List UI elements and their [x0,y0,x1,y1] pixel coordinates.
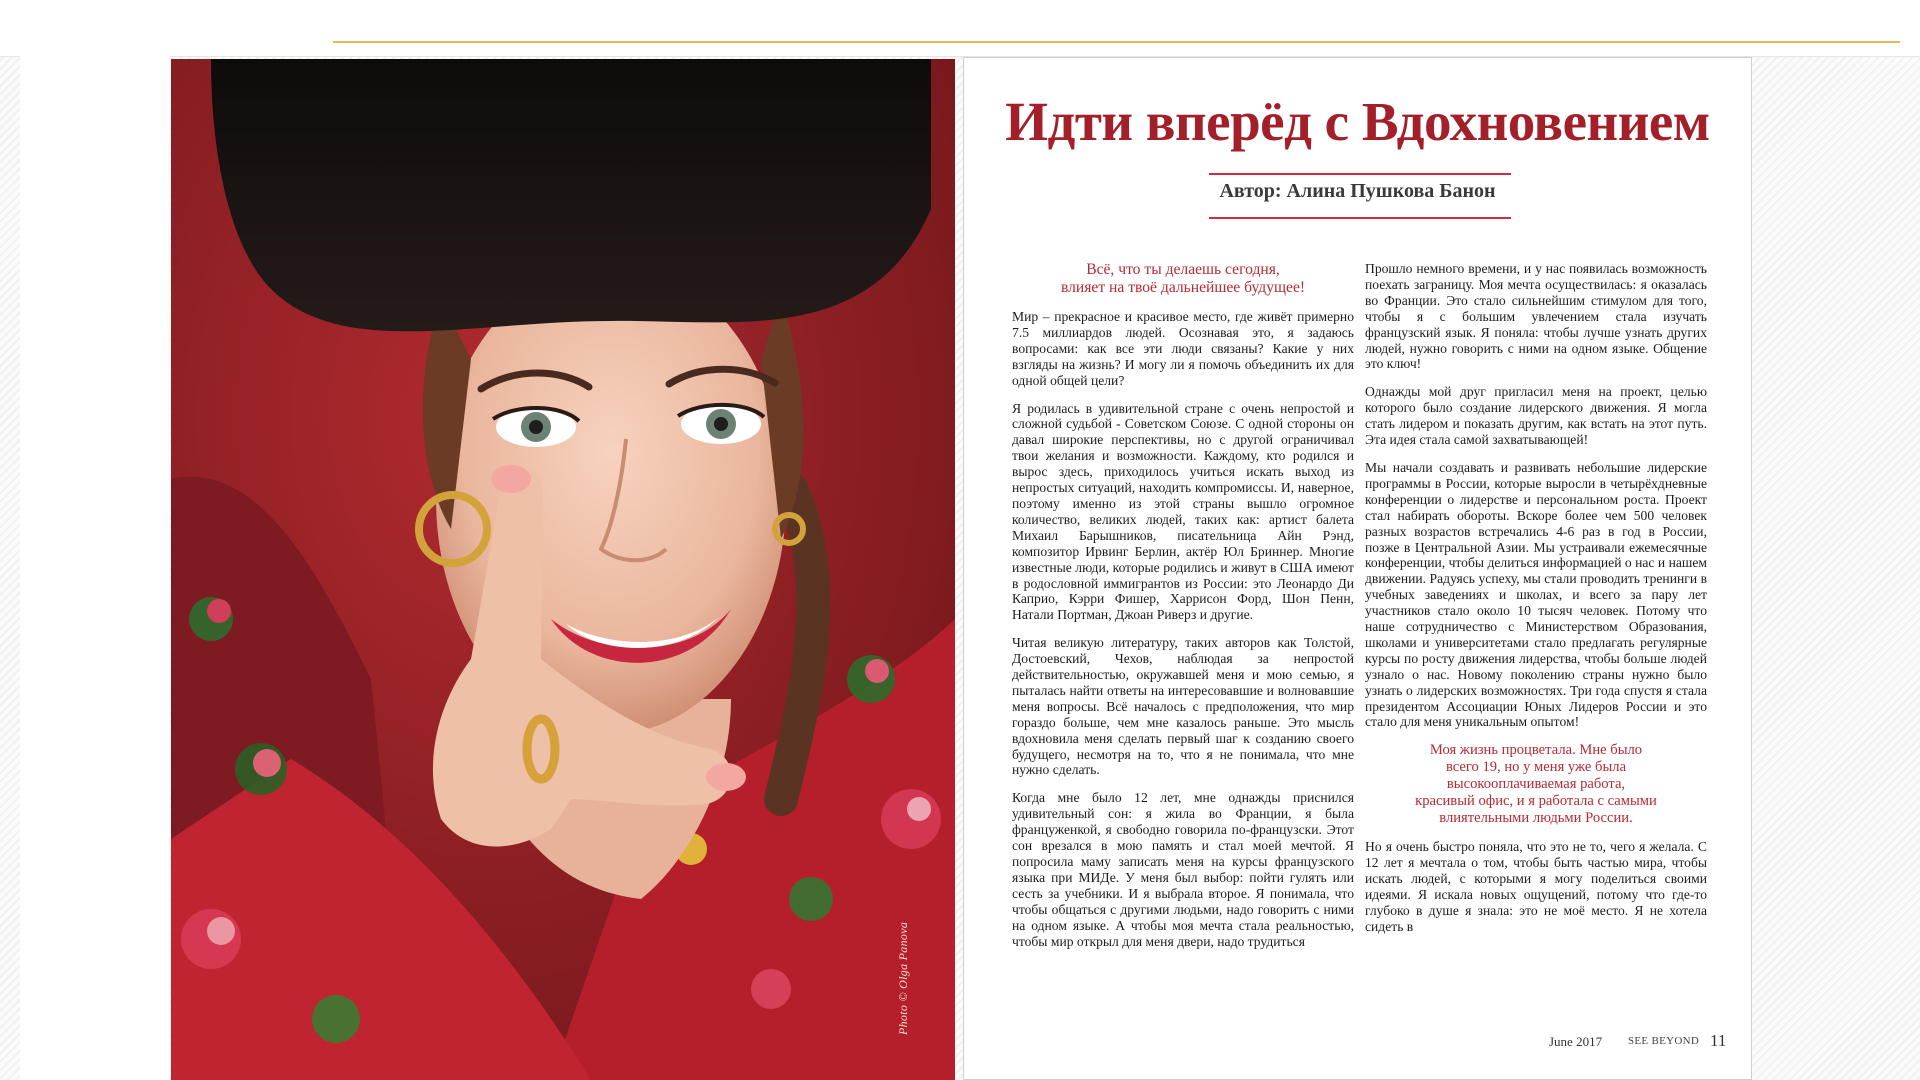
page-number: 11 [1710,1031,1727,1050]
paragraph: Читая великую литературу, таких авторов как Толстой, Достоевский, Чехов, наблюдая за непростой действительностью, окружавшей меня и мою семью, я пыталась найти ответы на интересовавшие и волновавшие меня вопросы. Всё началось с предположения, что мир гораздо больше, чем мне казалось раньше. Это мысль вдохновила меня сделать первый шаг к созданию своего будущего, несмотря на то, что я не понимала, что мне нужно сделать. [1012,635,1354,778]
paragraph: Я родилась в удивительной стране с очень непростой и сложной судьбой - Советском Союзе. С одной стороны он давал широкие перспективы, но с другой ограничивал твои желания и возможности. Каждому, кто родился и вырос здесь, приходилось учиться искать выход из непростых ситуаций, находить компромиссы. И, наверное, поэтому именно из этой страны вышло огромное количество, великих людей, таких как: артист балета Михаил Барышников, писательница Айн Рэнд, композитор Ирвинг Берлин, актёр Юл Бриннер. Многие известные люди, которые родились и живут в США имеют в родословной иммигрантов из России: это Леонардо Ди Каприо, Кэрри Фишер, Харрисон Форд, Шон Пенн, Натали Портман, Джоан Риверз и другие. [1012,400,1354,623]
page-footer [1549,1031,1739,1051]
issue-date: June 2017 [1549,1034,1603,1049]
photo-credit: Photo © Olga Panova [896,921,910,1035]
portrait-photo-page [171,59,955,1080]
paragraph: Но я очень быстро поняла, что это не то, чего я желала. С 12 лет я мечтала о том, чтобы быть частью мира, чтобы искать людей, с которыми я могу поделиться своими идеями. Я искала новых ощущений, потому что где-то глубоко в душе я знала: это не моё место. Я не хотела сидеть в [1365,839,1707,934]
article-column-right [1365,261,1707,947]
page-margin [20,56,170,1080]
article-page [963,57,1752,1080]
pull-quote-middle: Моя жизнь процветала. Мне было всего 19, но у меня уже была высокооплачиваемая работа, красивый офис, и я работала с самыми влиятельными людьми России. [1415,742,1657,827]
paragraph: Однажды мой друг пригласил меня на проект, целью которого было создание лидерского движения. Я могла стать лидером и показать другим, как встать на этот путь. Эта идея стала самой захватывающей! [1365,384,1707,448]
title-rule-bottom [1209,217,1511,219]
paragraph: Мир – прекрасное и красивое место, где живёт примерно 7.5 миллиардов людей. Осознавая это, я задаюсь вопросами: как все эти люди связаны? Какие у них взгляды на жизнь? И могу ли я помочь объединить их для одной общей цели? [1012,309,1354,388]
article-title: Идти вперёд с Вдохновением [1005,91,1710,152]
title-rule-top [1209,173,1511,175]
viewer-top-strip [0,0,1920,57]
paragraph: Мы начали создавать и развивать небольшие лидерские программы в России, которые выросли в четырёхдневные конференции о лидерстве и персональном роста. Проект стал набирать обороты. Вскоре более чем 500 человек разных возрастов встречались 4-6 раз в год в России, позже в Центральной Азии. Мы устраивали ежемесячные конференции, чтобы делиться информацией о нас и нашем движении. Радуясь успеху, мы стали проводить тренинги в учебных заведениях и школах, и всего за пару лет участников стало около 10 тысяч человек. Потому что наше сотрудничество с Министерством Образования, школами и университетами стало предлагать регулярные курсы по росту движения лидерства, чтобы больше людей узнало о нас. Новому поколению страны нужно было узнать о лидерских возможностях. Три года спустя я стала президентом Ассоциации Юных Лидеров России и это стало для меня уникальным опытом! [1365,459,1707,730]
gold-rule [333,41,1900,43]
magazine-name: SEE BEYOND [1628,1035,1700,1047]
portrait-illustration [171,59,955,1080]
paragraph: Прошло немного времени, и у нас появилась возможность поехать заграницу. Моя мечта осуществилась: я оказалась во Франции. Это стало сильнейшим стимулом для того, чтобы я с большим увлечением стала изучать французский язык. Я поняла: чтобы лучше узнать других людей, нужно говорить с ними на одном языке. Общение это ключ! [1365,261,1707,372]
article-author: Автор: Алина Пушкова Банон [1219,180,1496,202]
paragraph: Когда мне было 12 лет, мне однажды приснился удивительный сон: я жила во Франции, я была француженкой, я свободно говорила по-французски. Этот сон врезался в мою память и стал моей мечтой. Я попросила маму записать меня на курсы французского языка при МИДе. У меня был выбор: пойти гулять или сесть за учебники. И я выбрала второе. Я понимала, что чтобы общаться с другими людьми, надо говорить с ними на одном языке. А чтобы моя мечта стала реальностью, чтобы мир открыл для меня двери, надо трудиться [1012,790,1354,949]
pull-quote-top: Всё, что ты делаешь сегодня, влияет на твоё дальнейшее будущее! [1060,261,1306,296]
article-column-left [1012,261,1354,961]
